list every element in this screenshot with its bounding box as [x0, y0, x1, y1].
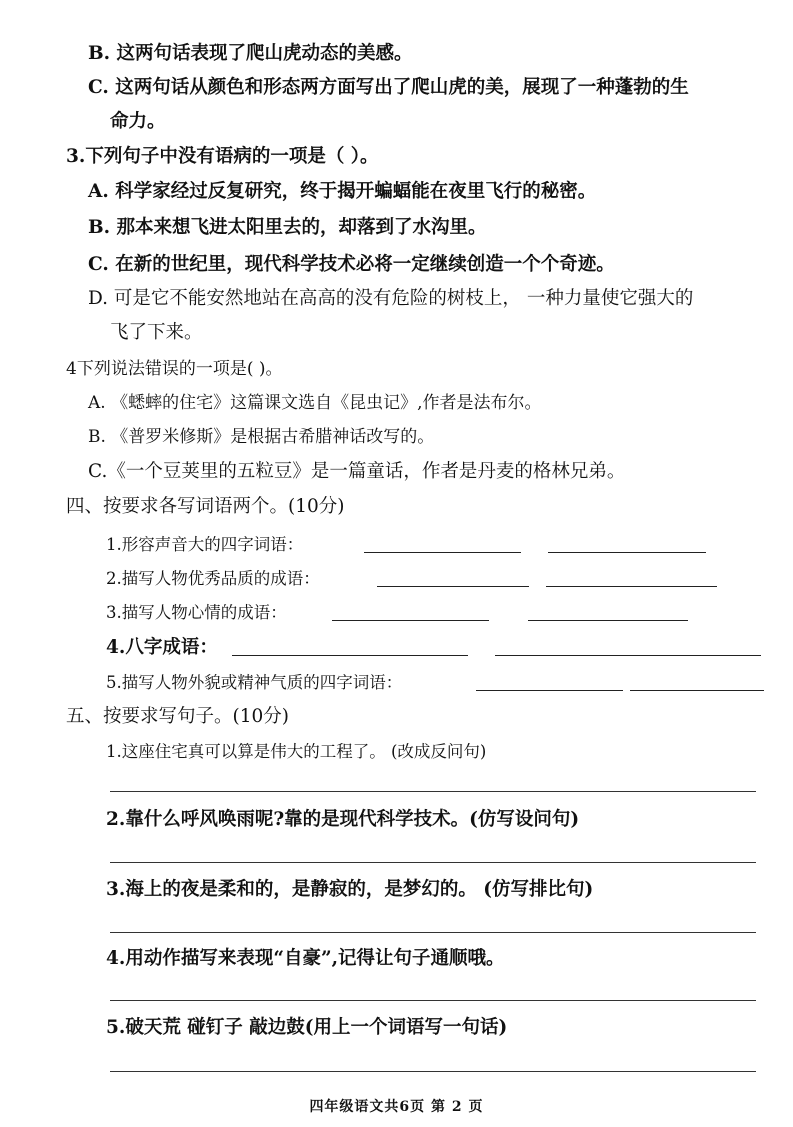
answer-blank[interactable] — [232, 655, 468, 656]
q3-option-a: A. 科学家经过反复研究，终于揭开蝙蝠能在夜里飞行的秘密。 — [88, 181, 597, 202]
answer-line[interactable] — [110, 1000, 756, 1001]
section5-heading: 五、按要求写句子。(10分) — [66, 706, 289, 727]
answer-line[interactable] — [110, 862, 756, 863]
section4-item-5: 5.描写人物外貌或精神气质的四字词语： — [106, 673, 403, 692]
q4-option-a: A. 《蟋蟀的住宅》这篇课文选自《昆虫记》,作者是法布尔。 — [88, 393, 542, 413]
q4-option-b: B. 《普罗米修斯》是根据古希腊神话改写的。 — [88, 427, 435, 447]
section5-item-1: 1.这座住宅真可以算是伟大的工程了。 (改成反问句) — [106, 742, 487, 761]
section4-heading: 四、按要求各写词语两个。(10分) — [66, 496, 345, 517]
q2-option-b: B. 这两句话表现了爬山虎动态的美感。 — [88, 43, 413, 64]
section5-item-5: 5.破天荒 碰钉子 敲边鼓(用上一个词语写一句话) — [106, 1017, 508, 1038]
answer-blank[interactable] — [332, 620, 489, 621]
answer-blank[interactable] — [476, 690, 623, 691]
q3-stem: 3.下列句子中没有语病的一项是（ ）。 — [66, 146, 379, 167]
q2-option-c-line2: 命力。 — [110, 111, 166, 132]
q2-option-c-line1: C. 这两句话从颜色和形态两方面写出了爬山虎的美，展现了一种蓬勃的生 — [88, 77, 689, 98]
answer-line[interactable] — [110, 932, 756, 933]
q3-option-d-line1: D. 可是它不能安然地站在高高的没有危险的树枝上， 一种力量使它强大的 — [88, 288, 694, 309]
answer-blank[interactable] — [546, 586, 717, 587]
q3-option-b: B. 那本来想飞进太阳里去的，却落到了水沟里。 — [88, 217, 487, 238]
section4-item-1: 1.形容声音大的四字词语： — [106, 535, 304, 554]
q4-stem: 4下列说法错误的一项是( )。 — [66, 359, 283, 379]
q3-option-c: C. 在新的世纪里，现代科学技术必将一定继续创造一个个奇迹。 — [88, 254, 615, 275]
section4-item-2: 2.描写人物优秀品质的成语： — [106, 569, 320, 588]
section5-item-3: 3.海上的夜是柔和的，是静寂的，是梦幻的。 (仿写排比句) — [106, 879, 594, 900]
section5-item-4: 4.用动作描写来表现“自豪”,记得让句子通顺哦。 — [106, 948, 505, 969]
answer-blank[interactable] — [364, 552, 521, 553]
answer-blank[interactable] — [528, 620, 688, 621]
answer-blank[interactable] — [630, 690, 764, 691]
section4-item-4: 4.八字成语： — [106, 637, 218, 658]
answer-blank[interactable] — [377, 586, 529, 587]
answer-line[interactable] — [110, 1071, 756, 1072]
q4-option-c: C.《一个豆荚里的五粒豆》是一篇童话，作者是丹麦的格林兄弟。 — [88, 461, 626, 482]
answer-blank[interactable] — [548, 552, 706, 553]
section4-item-3: 3.描写人物心情的成语： — [106, 603, 287, 622]
answer-blank[interactable] — [495, 655, 761, 656]
page-footer: 四年级语文共6页 第 2 页 — [309, 1099, 484, 1115]
q3-option-d-line2: 飞了下来。 — [110, 322, 203, 343]
section5-item-2: 2.靠什么呼风唤雨呢?靠的是现代科学技术。(仿写设问句) — [106, 809, 580, 830]
answer-line[interactable] — [110, 791, 756, 792]
